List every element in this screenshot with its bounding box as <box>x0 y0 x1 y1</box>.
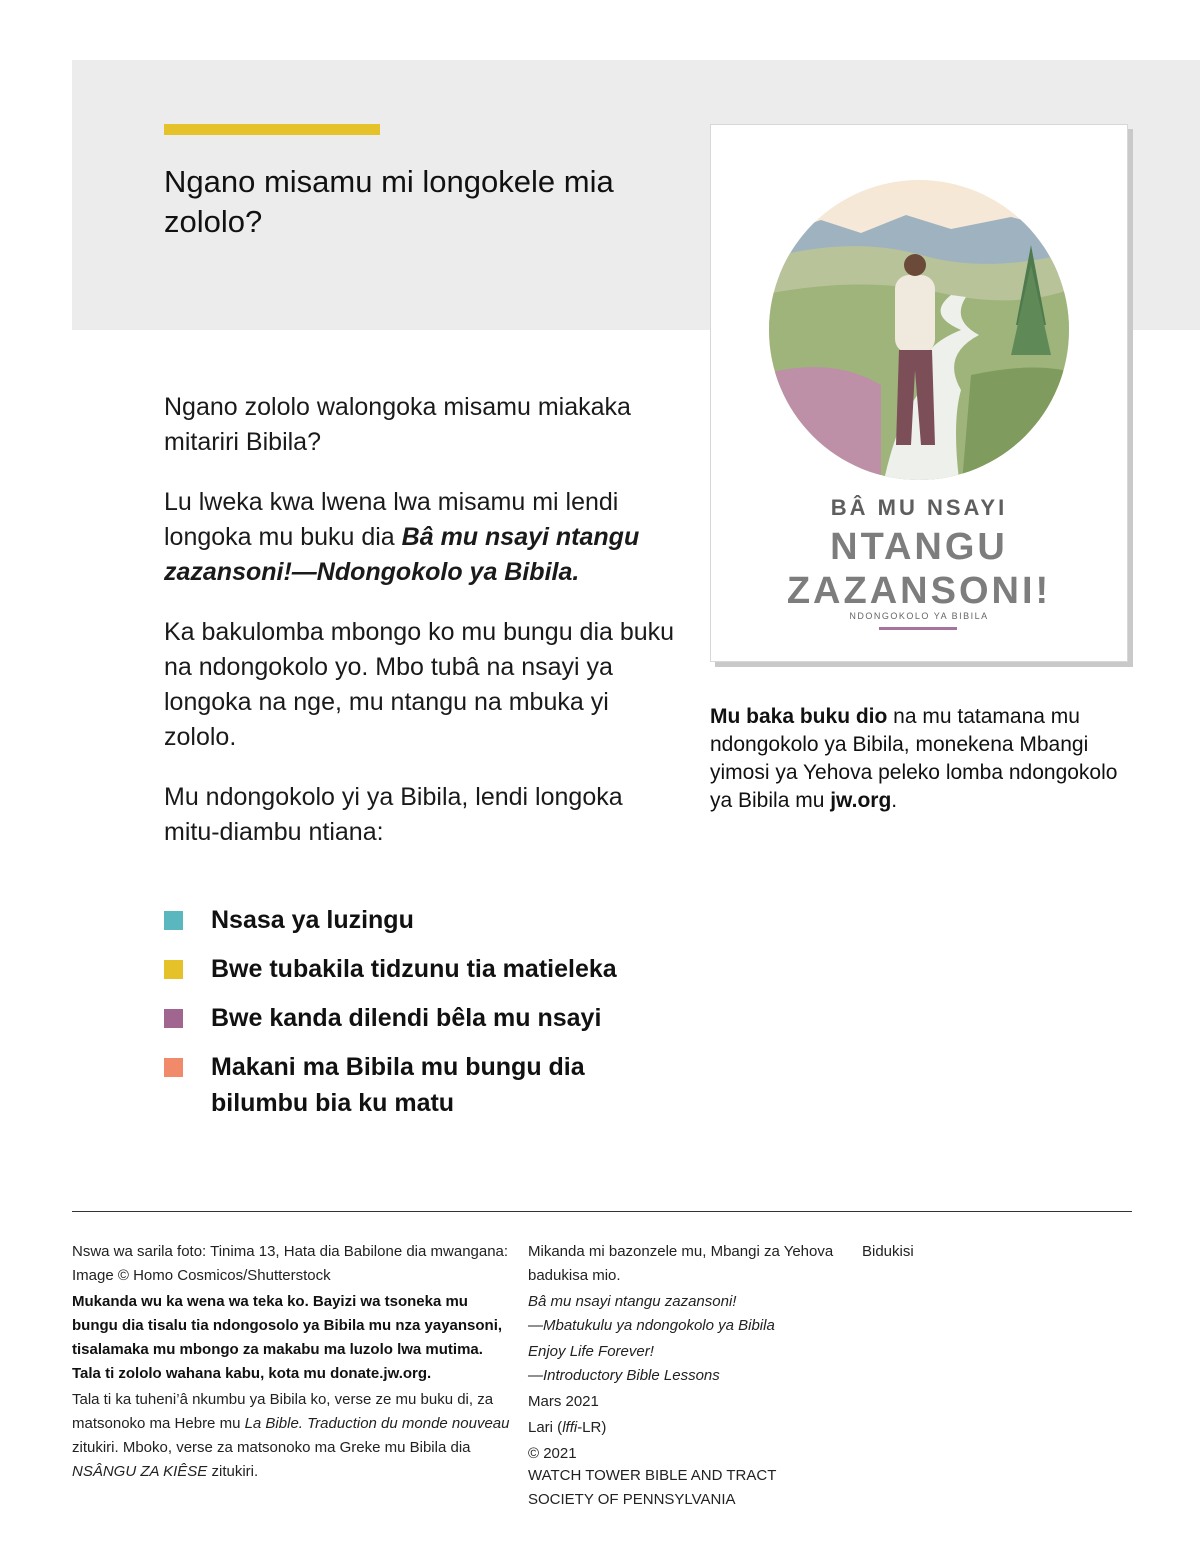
topic-item <box>164 902 664 938</box>
cover-lessons-label: NDONGOKOLO YA BIBILA <box>849 611 989 621</box>
topic-list <box>164 902 664 1134</box>
footer-divider <box>72 1211 1132 1212</box>
cover-subtitle: BÂ MU NSAYI <box>830 495 1008 520</box>
title-english: Enjoy Life Forever! <box>528 1343 654 1360</box>
publication-title-english <box>528 1340 838 1388</box>
bible-note-text: zitukiri. Mboko, verse za matsonoko ma Greke mu Bibila dia <box>72 1439 471 1456</box>
language-name: Lari ( <box>528 1419 563 1436</box>
cover-title <box>711 525 1127 613</box>
photo-credit: Nswa wa sarila foto: Tinima 13, Hata dia Babilone dia mwangana: Image © Homo Cosmicos/Shutterstock <box>72 1243 509 1284</box>
subtitle-lari: —Mbatukulu ya ndongokolo ya Bibila <box>528 1317 775 1334</box>
bible-note-text: Tala ti ka tuheni’â nkumbu ya Bibila ko, verse ze mu buku di, za matsonoko ma Hebre mu <box>72 1391 494 1432</box>
cover-title-line-1: NTANGU <box>830 526 1008 568</box>
cover-underline <box>879 627 957 630</box>
language-symbol: lffi <box>562 1419 578 1436</box>
jw-org-link[interactable]: jw.org <box>830 789 892 812</box>
topic-label: Makani ma Bibila mu bungu dia bilumbu bia ku matu <box>211 1053 585 1117</box>
purple-square-icon <box>164 1009 183 1028</box>
side-note-text: na mu tatamana mu ndongokolo ya Bibila, monekena Mbangi yimosi ya Yehova peleko lomba ndongokolo ya Bibila mu <box>710 705 1118 812</box>
topic-item <box>164 1000 664 1036</box>
book-cover <box>710 124 1128 662</box>
bible-translation-note <box>72 1388 512 1484</box>
publication-date: Mars 2021 <box>528 1393 599 1410</box>
footer-column-1 <box>72 1240 512 1486</box>
bible-title-1: La Bible. Traduction du monde nouveau <box>244 1415 510 1432</box>
cover-title-line-2: ZAZANSONI! <box>786 570 1052 612</box>
title-lari: Bâ mu nsayi ntangu zazansoni! <box>528 1293 737 1310</box>
topic-label: Bwe kanda dilendi bêla mu nsayi <box>211 1004 602 1032</box>
intro-text <box>164 390 684 875</box>
bible-note-text: zitukiri. <box>207 1463 259 1480</box>
salmon-square-icon <box>164 1058 183 1077</box>
publisher-note: Mikanda mi bazonzele mu, Mbangi za Yehova badukisa mio. <box>528 1243 834 1284</box>
topic-item <box>164 1049 664 1121</box>
subtitle-english: —Introductory Bible Lessons <box>528 1367 720 1384</box>
footer-column-2 <box>528 1240 838 1514</box>
society-name: WATCH TOWER BIBLE AND TRACT SOCIETY OF PENNSYLVANIA <box>528 1467 777 1508</box>
intro-paragraph-1: Ngano zololo walongoka misamu miakaka mitariri Bibila? <box>164 393 631 456</box>
topic-label: Bwe tubakila tidzunu tia matieleka <box>211 955 617 983</box>
topic-label: Nsasa ya luzingu <box>211 906 414 934</box>
language-suffix: -LR) <box>577 1419 607 1436</box>
intro-paragraph-3: Ka bakulomba mbongo ko mu bungu dia buku na ndongokolo yo. Mbo tubâ na nsayi ya longoka na nge, mu ntangu na mbuka yi zololo. <box>164 618 675 751</box>
page-title: Ngano misamu mi longokele mia zololo? <box>164 164 614 239</box>
donation-note: Mukanda wu ka wena wa teka ko. Bayizi wa tsoneka mu bungu dia tisalu tia ndongosolo ya Bibila mu nza yayansoni, tisalamaka mu mbongo za makabu ma luzolo lwa mutima. Tala ti zololo wahana kabu, kota mu donate.jw.org. <box>72 1293 503 1382</box>
yellow-square-icon <box>164 960 183 979</box>
intro-paragraph-2 <box>164 485 684 590</box>
copyright: © 2021 <box>528 1445 577 1462</box>
side-note-lead: Mu baka buku dio <box>710 705 888 728</box>
side-note <box>710 703 1130 815</box>
bible-title-2: NSÂNGU ZA KIÊSE <box>72 1463 208 1480</box>
topic-item <box>164 951 664 987</box>
intro-paragraph-2-text: Lu lweka kwa lwena lwa misamu mi lendi longoka mu buku dia <box>164 488 619 551</box>
language-code <box>528 1416 838 1440</box>
publication-title-lari <box>528 1290 838 1338</box>
footer-column-3 <box>862 1240 1062 1266</box>
accent-bar <box>164 124 380 135</box>
intro-paragraph-4: Mu ndongokolo yi ya Bibila, lendi longoka mitu-diambu ntiana: <box>164 783 623 846</box>
side-note-end: . <box>891 789 898 812</box>
teal-square-icon <box>164 911 183 930</box>
book-title: Bâ mu nsayi ntangu zazansoni!—Ndongokolo ya Bibila. <box>164 523 640 586</box>
printed-label: Bidukisi <box>862 1243 914 1260</box>
